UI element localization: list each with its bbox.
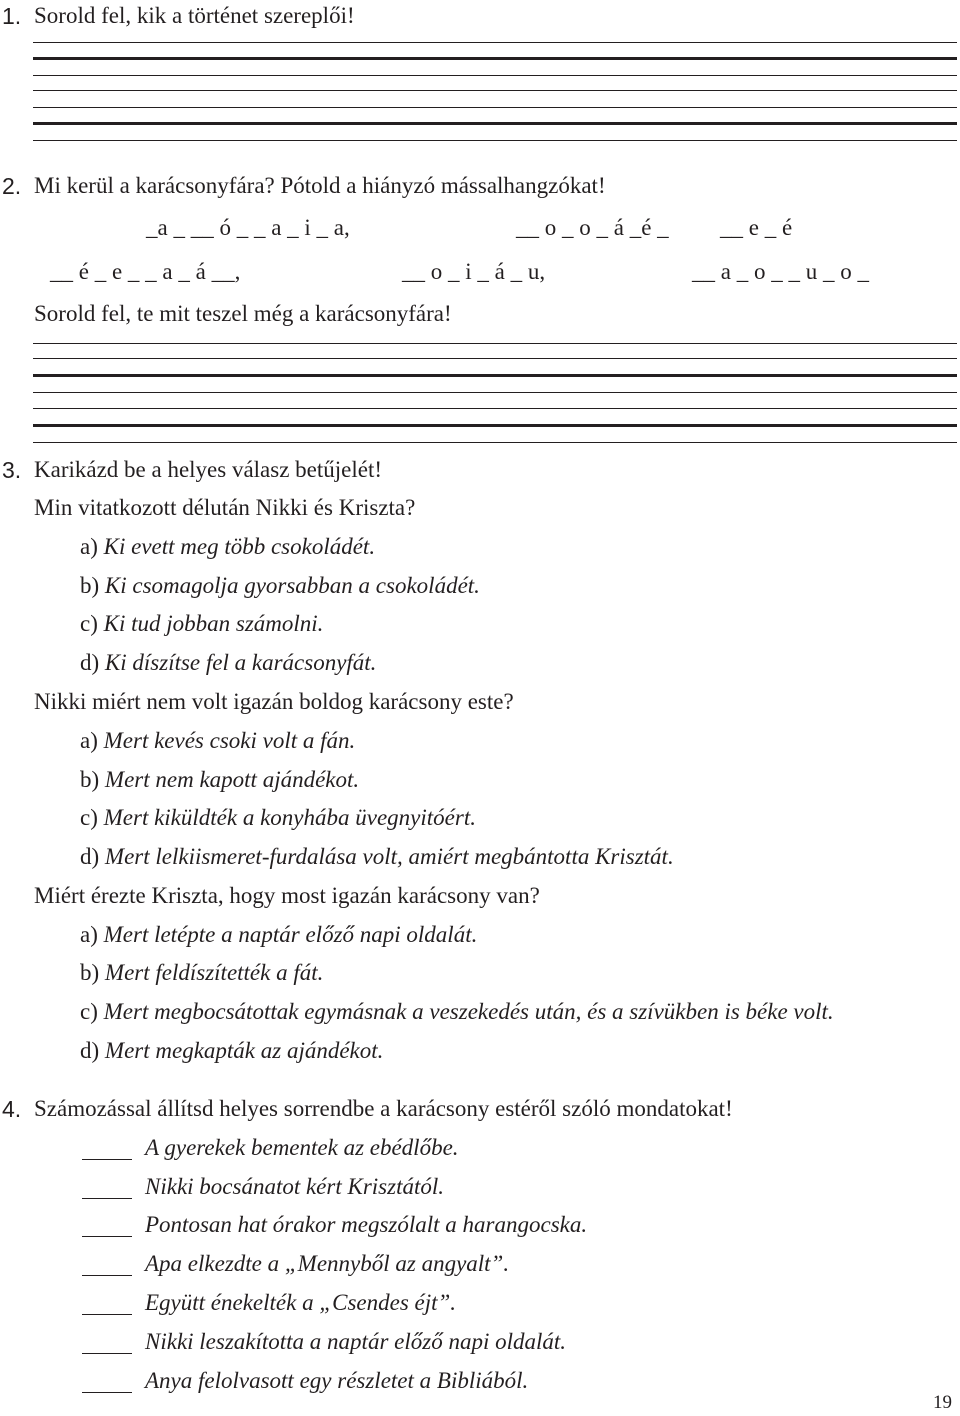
answer-line [33,42,957,43]
option-text: Mert kevés csoki volt a fán. [103,728,356,753]
task2-number: 2. [2,173,22,199]
sentence: A gyerekek bementek az ebédlőbe. [145,1135,459,1160]
answer-line-bold [33,374,957,377]
option-text: Ki díszítse fel a karácsonyfát. [104,650,377,675]
task3-number: 3. [2,457,22,483]
puzzle-word: __ o _ o _ á _é _ [516,215,669,240]
task1-number: 1. [2,3,22,29]
answer-option [80,766,359,794]
task4-number: 4. [2,1096,22,1122]
sentence: Anya felolvasott egy részletet a Bibliából. [145,1368,529,1393]
answer-line [33,107,957,108]
option-text: Mert megbocsátottak egymásnak a veszekedés után, és a szívükben is béke volt. [103,999,834,1024]
option-letter: b) [80,573,100,598]
answer-line [33,392,957,393]
sentence: Apa elkezdte a „Mennyből az angyalt”. [145,1251,510,1276]
puzzle-word: __ o _ i _ á _ u, [402,259,546,284]
answer-line [33,75,957,76]
option-text: Ki tud jobban számolni. [103,611,324,636]
answer-option [80,572,480,600]
answer-option [80,1037,383,1065]
option-letter: b) [80,960,100,985]
sentence: Nikki leszakította a naptár előző napi oldalát. [145,1329,567,1354]
option-text: Mert megkapták az ajándékot. [104,1038,384,1063]
option-letter: c) [80,611,98,636]
task1-title: Sorold fel, kik a történet szereplői! [34,3,355,28]
question-2: Nikki miért nem volt igazán boldog karácsony este? [34,689,514,714]
option-letter: b) [80,767,100,792]
answer-line-bold [33,57,957,60]
option-letter: d) [80,1038,100,1063]
answer-option [80,727,355,755]
option-letter: a) [80,728,98,753]
option-text: Mert letépte a naptár előző napi oldalát. [103,922,478,947]
order-blank[interactable] [82,1198,132,1199]
answer-line [33,358,957,359]
task3-title: Karikázd be a helyes válasz betűjelét! [34,457,383,482]
puzzle-word: __ a _ o _ _ u _ o _ [692,259,869,284]
answer-option [80,921,477,949]
task2-followup: Sorold fel, te mit teszel még a karácsonyfára! [34,301,452,326]
answer-option [80,804,476,832]
option-text: Mert nem kapott ajándékot. [104,767,360,792]
option-text: Ki evett meg több csokoládét. [103,534,376,559]
option-letter: a) [80,922,98,947]
order-blank[interactable] [82,1392,132,1393]
order-blank[interactable] [82,1275,132,1276]
answer-line [33,343,957,344]
answer-line [33,90,957,91]
question-3: Miért érezte Kriszta, hogy most igazán karácsony van? [34,883,540,908]
answer-line-bold [33,122,957,125]
sentence: Együtt énekelték a „Csendes éjt”. [145,1290,457,1315]
option-letter: d) [80,844,100,869]
answer-option [80,610,323,638]
puzzle-word: _a _ __ ó _ _ a _ i _ a, [146,215,350,240]
puzzle-word: __ é _ e _ _ a _ á __, [50,259,241,284]
question-1: Min vitatkozott délután Nikki és Kriszta? [34,495,416,520]
order-blank[interactable] [82,1314,132,1315]
answer-line-bold [33,424,957,427]
task2-title: Mi kerül a karácsonyfára? Pótold a hiányzó mássalhangzókat! [34,173,606,198]
option-text: Mert lelkiismeret-furdalása volt, amiért megbántotta Krisztát. [104,844,674,869]
option-letter: c) [80,805,98,830]
order-blank[interactable] [82,1159,132,1160]
answer-line [33,408,957,409]
puzzle-word: __ e _ é [720,215,793,240]
answer-option [80,959,323,987]
task4-title: Számozással állítsd helyes sorrendbe a karácsony estéről szóló mondatokat! [34,1096,733,1121]
option-text: Mert kiküldték a konyhába üvegnyitóért. [103,805,476,830]
option-text: Mert feldíszítették a fát. [104,960,324,985]
option-text: Ki csomagolja gyorsabban a csokoládét. [104,573,480,598]
answer-option [80,843,674,871]
sentence: Pontosan hat órakor megszólalt a harangocska. [145,1212,588,1237]
option-letter: c) [80,999,98,1024]
sentence: Nikki bocsánatot kért Krisztától. [145,1174,444,1199]
answer-option [80,649,376,677]
option-letter: d) [80,650,100,675]
answer-option [80,998,834,1026]
order-blank[interactable] [82,1236,132,1237]
answer-line [33,140,957,141]
order-blank[interactable] [82,1353,132,1354]
page-number: 19 [933,1392,952,1413]
answer-line [33,442,957,443]
answer-option [80,533,375,561]
option-letter: a) [80,534,98,559]
